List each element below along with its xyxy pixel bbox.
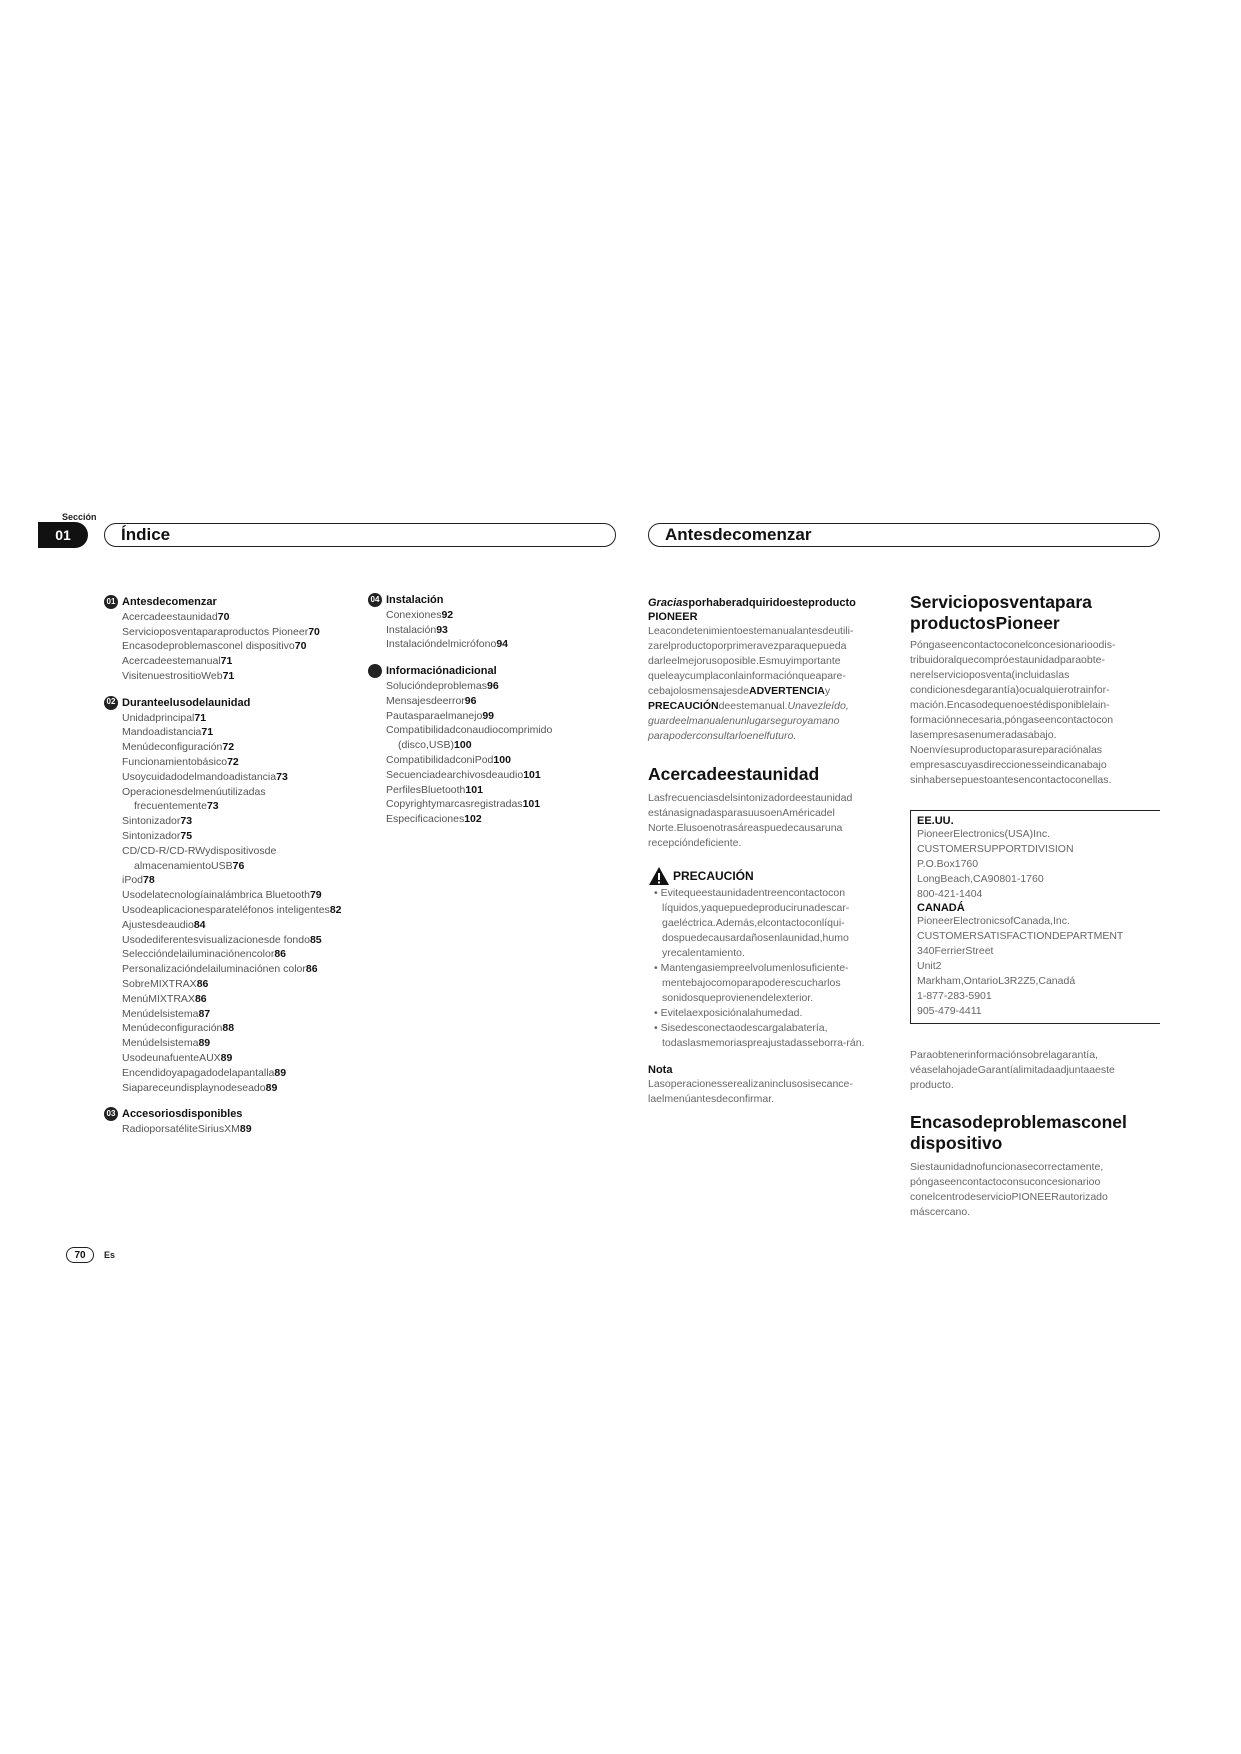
- address-line: Markham,OntarioL3R2Z5,Canadá: [917, 975, 1076, 987]
- toc-entry-page: 72: [222, 741, 235, 754]
- toc-entry-page: 76: [232, 859, 245, 872]
- toc-entry-page: 96: [486, 679, 499, 692]
- toc-entry[interactable]: [122, 814, 344, 829]
- about-unit-body: Lasfrecuenciasdelsintonizadordeestaunidad estánasignadasparasuusoenAméricadel Norte.Elusoenotrasáreaspuedecausaruna recepcióndeficiente.: [648, 792, 853, 849]
- toc-entry[interactable]: [122, 1021, 344, 1036]
- thanks-body-text-2: deestemanual.: [718, 700, 788, 712]
- chapter-header-title: Antesdecomenzar: [665, 525, 812, 544]
- toc-section-header: [368, 593, 608, 608]
- toc-entry[interactable]: [122, 1036, 344, 1051]
- bullet-icon: •: [654, 1022, 661, 1034]
- thanks-section: [648, 596, 876, 744]
- toc-section-title: Accesoriosdisponibles: [122, 1108, 243, 1121]
- toc-entry-text: Usodediferentesvisualizacionesde fondo: [122, 933, 310, 946]
- address-line: PioneerElectronics(USA)Inc.: [917, 828, 1051, 840]
- section-label: Sección: [62, 512, 97, 522]
- precaucion-word: PRECAUCIÓN: [648, 700, 719, 712]
- caution-bullet: [648, 961, 876, 1006]
- toc-entry-page: 71: [222, 669, 235, 682]
- address-line: CUSTOMERSUPPORTDIVISION: [917, 843, 1074, 855]
- toc-column-2: [368, 593, 608, 839]
- toc-entry-page: 71: [194, 711, 207, 724]
- language-code: Es: [104, 1250, 116, 1260]
- toc-entry[interactable]: [122, 873, 344, 888]
- address-line: CUSTOMERSATISFACTIONDEPARTMENT: [917, 930, 1124, 942]
- thanks-title-brand: PIONEER: [648, 611, 698, 623]
- toc-entry-text: VisitenuestrositioWeb: [122, 669, 223, 682]
- problems-title-line1: Encasodeproblemasconel: [910, 1112, 1127, 1132]
- toc-entry[interactable]: [122, 755, 344, 770]
- address-line: 340FerrierStreet: [917, 945, 994, 957]
- toc-section: [104, 595, 344, 684]
- toc-entry-page: 86: [274, 948, 287, 961]
- toc-section-title: Instalación: [386, 594, 444, 606]
- toc-entry[interactable]: [122, 947, 344, 962]
- caution-title-text: PRECAUCIÓN: [673, 869, 754, 883]
- problems-section: [910, 1112, 1160, 1220]
- toc-entry-page: 96: [464, 694, 477, 707]
- toc-entry[interactable]: [122, 669, 344, 684]
- canada-title: CANADÁ: [917, 902, 965, 914]
- toc-entry-text: Menúdelsistema: [122, 1037, 199, 1050]
- toc-entry-text: Usodelatecnologíainalámbrica Bluetooth: [122, 889, 310, 902]
- toc-entry[interactable]: [122, 654, 344, 669]
- toc-entry[interactable]: [122, 711, 344, 726]
- toc-entry-page: 89: [220, 1051, 233, 1064]
- toc-entry-text: Personalizacióndelailuminaciónen color: [122, 963, 306, 976]
- toc-entry-text: Usoycuidadodelmandoadistancia: [122, 770, 277, 783]
- toc-entry-text: Menúdeconfiguración: [122, 741, 223, 754]
- toc-entry[interactable]: [122, 977, 344, 992]
- toc-entry-page: 70: [294, 640, 307, 653]
- toc-entry-page: 93: [436, 623, 448, 636]
- toc-section-title: Antesdecomenzar: [122, 596, 217, 608]
- toc-entry-text: Encasodeproblemasconel dispositivo: [122, 640, 295, 653]
- about-unit-section: [648, 764, 876, 851]
- toc-section: [104, 696, 344, 1096]
- toc-entry-page: 85: [309, 933, 322, 946]
- toc-entry[interactable]: [122, 625, 344, 640]
- service-body: Póngaseencontactoconelconcesionarioodis-tribuidoralquecompróestaunidadparaobte-nerelservicioposventa(incluidaslas condicionesdegarantía)ocualquierotrainfor-mación.Encasodequenoestédisponiblelain-formaciónnecesaria,póngaseencontactocon lasempresasenumeradasabajo. Noenvíesuproductoparasureparaciónalas empresascuyasdireccionesseindicanabajo sinhabersepuestoantesencontactoconellas.: [910, 639, 1116, 786]
- section-number-icon: 03: [104, 1107, 118, 1121]
- toc-entry[interactable]: [122, 770, 344, 785]
- thanks-body-italic: Unavezleído, guardeelmanualenunlugarseguroyamano parapoderconsultarloenelfuturo.: [648, 700, 849, 742]
- toc-entry-text: UsodeunafuenteAUX: [122, 1051, 221, 1064]
- toc-entry-text: Seleccióndelailuminaciónencolor: [122, 948, 275, 961]
- toc-entry-text: Funcionamientobásico: [122, 755, 228, 768]
- y-word: y: [824, 685, 831, 697]
- toc-entry[interactable]: [386, 709, 608, 724]
- toc-entry-text: Instalación: [386, 623, 437, 636]
- toc-entry-text: Usodeaplicacionesparateléfonos inteligentes: [122, 903, 330, 916]
- toc-entry[interactable]: [122, 992, 344, 1007]
- toc-entry-text: MenúMIXTRAX: [122, 992, 195, 1005]
- toc-entry[interactable]: [386, 783, 608, 798]
- toc-entry-page: 73: [180, 815, 193, 828]
- toc-entry[interactable]: [386, 723, 608, 753]
- toc-entry-text: iPod: [122, 874, 144, 887]
- address-line: 905-479-4411: [917, 1005, 982, 1017]
- caution-bullets: [648, 886, 876, 1051]
- toc-section: [104, 1107, 344, 1137]
- toc-entry-page: 86: [196, 977, 209, 990]
- toc-entry[interactable]: [386, 812, 608, 827]
- toc-entry-page: 89: [239, 1123, 252, 1136]
- toc-entry-page: 99: [482, 709, 495, 722]
- toc-entry-page: 84: [193, 918, 206, 931]
- toc-section-header: [368, 664, 608, 679]
- toc-entry-text: Siapareceundisplaynodeseado: [122, 1081, 266, 1094]
- toc-entry-page: 73: [276, 770, 288, 783]
- toc-entry[interactable]: [122, 888, 344, 903]
- toc-section-title: Duranteelusodelaunidad: [122, 696, 251, 709]
- toc-entry[interactable]: [122, 1122, 344, 1137]
- canada-address: [917, 914, 1160, 1019]
- caution-bullet-text: Evitelaexposiciónalahumedad.: [660, 1007, 803, 1019]
- toc-entry-page: 73: [206, 800, 219, 813]
- service-title: [910, 592, 1160, 634]
- toc-entry[interactable]: [122, 740, 344, 755]
- toc-entry-text: Sintonizador: [122, 829, 181, 842]
- toc-entry-text: Ajustesdeaudio: [122, 918, 194, 931]
- toc-entry-page: 89: [265, 1081, 278, 1094]
- toc-entry-page: 100: [493, 753, 511, 766]
- caution-bullet-text: Evitequeestaunidadentreencontactocon líquidos,yaquepuedeproducirunadescar-gaeléctrica.Además,elcontactoconlíqui-dospuedecausardañosenlaunidad,humo yrecalentamiento.: [660, 887, 850, 959]
- toc-entry[interactable]: [386, 768, 608, 783]
- toc-entry[interactable]: [122, 1051, 344, 1066]
- bullet-icon: •: [654, 962, 661, 974]
- caution-bullet: [648, 886, 876, 961]
- toc-entry-text: Mandoadistancia: [122, 726, 202, 739]
- caution-bullet-text: Sisedesconectaodescargalabatería, todaslasmemoriaspreajustadasseborra-rán.: [660, 1022, 865, 1049]
- toc-entry[interactable]: [122, 903, 344, 918]
- toc-entry-page: 82: [329, 903, 342, 916]
- toc-entry-page: 100: [454, 739, 472, 752]
- toc-entry[interactable]: [122, 1007, 344, 1022]
- toc-entry[interactable]: [122, 962, 344, 977]
- toc-entry-text: Acercadeestaunidad: [122, 610, 218, 623]
- toc-entry-page: 70: [308, 625, 320, 638]
- toc-entry-text: Especificaciones: [386, 813, 465, 826]
- toc-entry[interactable]: [386, 694, 608, 709]
- problems-title-line2: dispositivo: [910, 1133, 1003, 1153]
- toc-entry-page: 101: [465, 783, 483, 796]
- toc-entry[interactable]: [386, 608, 608, 623]
- toc-entry-page: 87: [198, 1007, 211, 1020]
- toc-entry-page: 89: [274, 1066, 287, 1079]
- toc-column-1: [104, 595, 344, 1149]
- toc-entry[interactable]: [122, 610, 344, 625]
- address-line: 1-877-283-5901: [917, 990, 992, 1002]
- address-line: LongBeach,CA90801-1760: [917, 873, 1044, 885]
- about-unit-title: Acercadeestaunidad: [648, 764, 820, 784]
- address-line: Unit2: [917, 960, 942, 972]
- toc-entry-page: 86: [194, 992, 207, 1005]
- toc-entry-page: 71: [201, 726, 214, 739]
- toc-entry-text: Conexiones: [386, 608, 442, 621]
- toc-entry-text: Mensajesdeerror: [386, 694, 465, 707]
- toc-entry[interactable]: [386, 753, 608, 768]
- caution-bullet: [648, 1021, 876, 1051]
- toc-entry[interactable]: [122, 1081, 344, 1096]
- index-header: [104, 523, 616, 547]
- toc-entry[interactable]: [122, 785, 344, 815]
- toc-entry-page: 101: [523, 768, 541, 781]
- page-number: 70: [66, 1247, 94, 1263]
- toc-entry-text: Compatibilidadconaudiocomprimido (disco,USB): [386, 724, 553, 752]
- toc-entry[interactable]: [122, 639, 344, 654]
- toc-entry-text: Encendidoyapagadodelapantalla: [122, 1066, 275, 1079]
- note-body: Lasoperacionesserealizaninclusosisecance-laelmenúantesdeconfirmar.: [648, 1078, 853, 1105]
- section-number-icon: 04: [368, 593, 382, 607]
- thanks-body-text: Leacondetenimientoestemanualantesdeutili-zarelproductoporprimeravezparaquepueda darleelmejorusoposible.Esmuyimportante queleaycumplaconlainformaciónqueapare-cebajolosmensajesde: [648, 625, 854, 697]
- address-line: P.O.Box1760: [917, 858, 979, 870]
- chapter-header: [648, 523, 1160, 547]
- thanks-body: [648, 624, 876, 744]
- toc-section-header: [104, 595, 344, 610]
- toc-entry-page: 88: [222, 1022, 235, 1035]
- toc-entry-text: Instalacióndelmicrófono: [386, 638, 497, 651]
- toc-entry-text: RadioporsatéliteSiriusXM: [122, 1123, 240, 1136]
- toc-entry-page: 71: [220, 655, 233, 668]
- bullet-icon: •: [654, 1007, 661, 1019]
- toc-entry[interactable]: [386, 797, 608, 812]
- toc-entry-page: 101: [522, 798, 541, 811]
- toc-section: [368, 664, 608, 827]
- caution-bullet-text: Mantengasiempreelvolumenlosuficiente-mentebajocomoparapoderescucharlos sonidosqueprovienendelexterior.: [660, 962, 849, 1004]
- section-number-tab: 01: [38, 522, 88, 548]
- note-title: Nota: [648, 1064, 673, 1076]
- toc-entry-page: 79: [309, 889, 322, 902]
- section-number-icon: 01: [104, 595, 118, 609]
- service-title-line2: productosPioneer: [910, 613, 1060, 633]
- toc-section-title: Informaciónadicional: [386, 665, 497, 678]
- toc-entry-page: 75: [180, 829, 193, 842]
- problems-title: [910, 1112, 1160, 1154]
- toc-entry[interactable]: [386, 637, 608, 652]
- us-title: EE.UU.: [917, 815, 954, 827]
- warranty-note: Paraobtenerinformaciónsobrelagarantía, véaselahojadeGarantíalimitadaadjuntaaeste producto.: [910, 1049, 1115, 1091]
- toc-entry-text: Menúdelsistema: [122, 1007, 199, 1020]
- toc-entry-text: Pautasparaelmanejo: [386, 709, 483, 722]
- toc-entry[interactable]: [122, 1066, 344, 1081]
- toc-entry-text: Sintonizador: [122, 815, 181, 828]
- toc-entry[interactable]: [122, 844, 344, 874]
- toc-entry[interactable]: [122, 829, 344, 844]
- toc-entry-text: SobreMIXTRAX: [122, 977, 197, 990]
- toc-entry[interactable]: [122, 933, 344, 948]
- toc-entry-text: Solucióndeproblemas: [386, 679, 487, 692]
- thanks-title-rest: porhaberadquiridoesteproducto: [688, 597, 856, 609]
- thanks-title: [648, 596, 876, 624]
- toc-entry-text: CompatibilidadconiPod: [386, 753, 494, 766]
- bullet-icon: •: [654, 887, 661, 899]
- caution-title: [648, 866, 876, 886]
- toc-entry-text: PerfilesBluetooth: [386, 783, 466, 796]
- contact-box: [910, 810, 1160, 1024]
- service-section: [910, 592, 1160, 788]
- toc-entry-page: 70: [217, 610, 230, 623]
- toc-entry-page: 92: [441, 608, 454, 621]
- toc-entry-text: Secuenciadearchivosdeaudio: [386, 768, 524, 781]
- toc-entry[interactable]: [386, 623, 608, 638]
- toc-entry-text: Servicioposventaparaproductos Pioneer: [122, 625, 309, 638]
- toc-entry-text: Operacionesdelmenúutilizadas frecuentemente: [122, 785, 266, 813]
- toc-entry-text: Copyrightymarcasregistradas: [386, 798, 523, 811]
- toc-entry-page: 94: [496, 638, 508, 651]
- toc-section-header: [104, 1107, 344, 1122]
- caution-bullet: [648, 1006, 876, 1021]
- toc-entry-text: CD/CD-R/CD-RWydispositivosde almacenamientoUSB: [122, 844, 277, 872]
- toc-entry[interactable]: [386, 679, 608, 694]
- toc-entry-page: 102: [464, 813, 482, 826]
- thanks-title-italic: Gracias: [648, 597, 689, 609]
- toc-entry-page: 72: [227, 755, 239, 768]
- address-line: 800-421-1404: [917, 888, 983, 900]
- toc-entry-text: Menúdeconfiguración: [122, 1022, 223, 1035]
- toc-entry-text: Acercadeestemanual: [122, 655, 221, 668]
- toc-entry-page: 78: [143, 874, 155, 887]
- toc-section: [368, 593, 608, 652]
- toc-section-header: [104, 696, 344, 711]
- problems-body: Siestaunidadnofuncionasecorrectamente, póngaseencontactoconsuconcesionarioo conelcentrodeservicioPIONEERautorizado máscercano.: [910, 1161, 1108, 1218]
- advertencia-word: ADVERTENCIA: [748, 685, 825, 697]
- toc-entry-page: 86: [305, 963, 318, 976]
- address-line: PioneerElectronicsofCanada,Inc.: [917, 915, 1070, 927]
- warning-icon: [648, 866, 670, 886]
- toc-entry-page: 89: [198, 1037, 211, 1050]
- service-title-line1: Servicioposventapara: [910, 592, 1092, 612]
- toc-entry[interactable]: [122, 725, 344, 740]
- caution-section: [648, 866, 876, 1107]
- toc-entry[interactable]: [122, 918, 344, 933]
- section-number-icon: 02: [104, 696, 118, 710]
- section-number-icon: [368, 664, 382, 678]
- index-header-title: Índice: [121, 525, 171, 544]
- toc-entry-text: Unidadprincipal: [122, 711, 195, 724]
- us-address: [917, 827, 1160, 902]
